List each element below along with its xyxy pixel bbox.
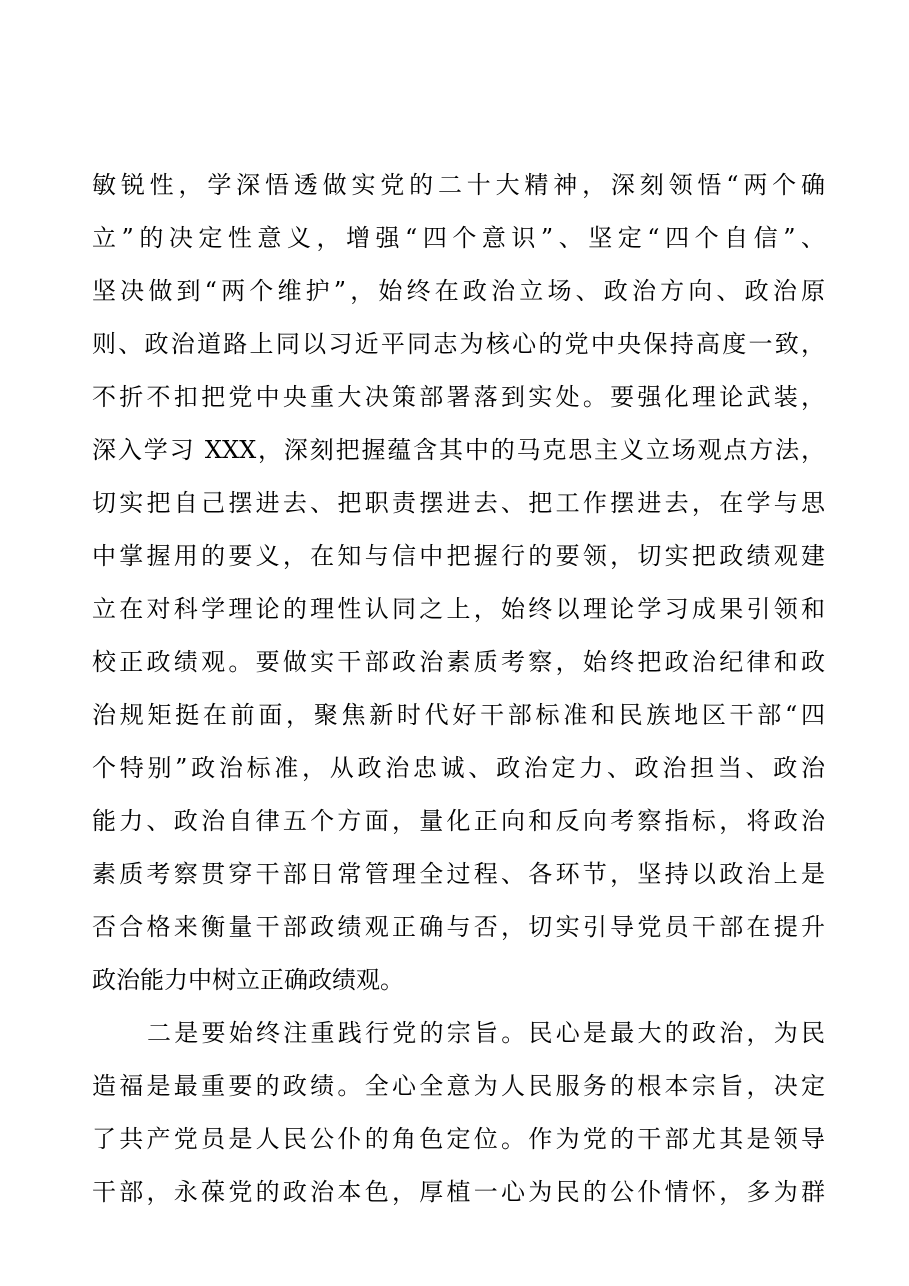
paragraph-1-line: 中掌握用的要义，在知与信中把握行的要领，切实把政绩观建 bbox=[92, 542, 825, 570]
paragraph-2-line: 干部，永葆党的政治本色，厚植一心为民的公仆情怀，多为群 bbox=[92, 1178, 825, 1206]
paragraph-1-line: 坚决做到“两个维护”，始终在政治立场、政治方向、政治原 bbox=[92, 277, 825, 305]
paragraph-1-line: 立”的决定性意义，增强“四个意识”、坚定“四个自信”、 bbox=[92, 224, 825, 252]
paragraph-1-line: 能力、政治自律五个方面，量化正向和反向考察指标，将政治 bbox=[92, 807, 825, 835]
paragraph-1-line: 则、政治道路上同以习近平同志为核心的党中央保持高度一致， bbox=[92, 330, 825, 358]
paragraph-1-line: 立在对科学理论的理性认同之上，始终以理论学习成果引领和 bbox=[92, 595, 825, 623]
paragraph-1-line: 校正政绩观。要做实干部政治素质考察，始终把政治纪律和政 bbox=[92, 648, 825, 676]
paragraph-2 bbox=[92, 1007, 825, 1219]
paragraph-1-line: 治规矩挺在前面，聚焦新时代好干部标准和民族地区干部“四 bbox=[92, 701, 825, 729]
paragraph-2-line: 二是要始终注重践行党的宗旨。民心是最大的政治，为民 bbox=[147, 1019, 825, 1047]
paragraph-1-line: 敏锐性，学深悟透做实党的二十大精神，深刻领悟“两个确 bbox=[92, 171, 825, 199]
paragraph-1-line: 不折不扣把党中央重大决策部署落到实处。要强化理论武装， bbox=[92, 383, 825, 411]
paragraph-1-line: 政治能力中树立正确政绩观。 bbox=[92, 966, 404, 994]
paragraph-1-line: 切实把自己摆进去、把职责摆进去、把工作摆进去，在学与思 bbox=[92, 489, 825, 517]
paragraph-1-line: 深入学习 XXX，深刻把握蕴含其中的马克思主义立场观点方法， bbox=[92, 436, 825, 464]
document-body bbox=[92, 159, 825, 1219]
paragraph-2-line: 造福是最重要的政绩。全心全意为人民服务的根本宗旨，决定 bbox=[92, 1072, 825, 1100]
paragraph-1-line: 否合格来衡量干部政绩观正确与否，切实引导党员干部在提升 bbox=[92, 913, 825, 941]
paragraph-1 bbox=[92, 159, 825, 1007]
paragraph-1-line: 个特别”政治标准，从政治忠诚、政治定力、政治担当、政治 bbox=[92, 754, 825, 782]
paragraph-1-line: 素质考察贯穿干部日常管理全过程、各环节，坚持以政治上是 bbox=[92, 860, 825, 888]
paragraph-2-line: 了共产党员是人民公仆的角色定位。作为党的干部尤其是领导 bbox=[92, 1125, 825, 1153]
